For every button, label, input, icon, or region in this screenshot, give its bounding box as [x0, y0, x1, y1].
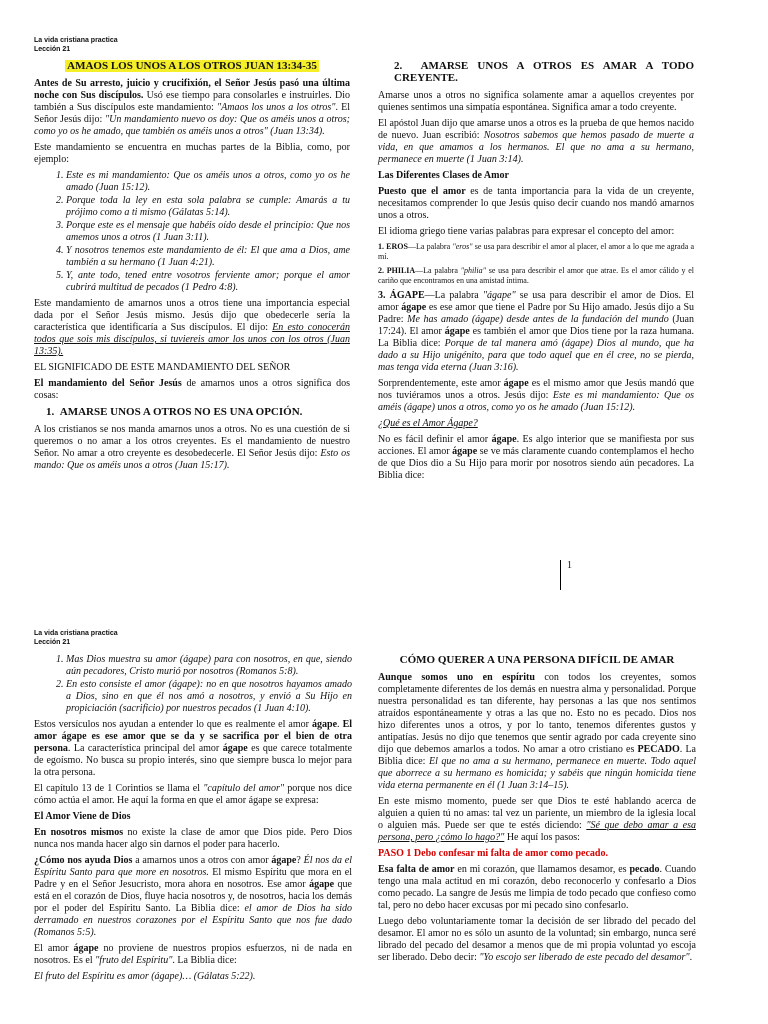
galatians-text: El fruto del Espíritu es amor (ágape)… (Gálatas 5:22).	[34, 971, 256, 982]
intro-quote2: "Un mandamiento nuevo os doy: Que os améis unos a otros; como yo os he amado, que también os améis unos a otros" (Juan 13:34).	[34, 114, 350, 137]
point-1-paragraph	[34, 424, 350, 472]
meaning-c: .	[337, 719, 343, 730]
significance-bold: El mandamiento del Señor Jesús	[34, 378, 182, 389]
lack-c: . Cuando tengo una mala actitud en mi corazón, debo reconocerlo y confesarlo a Dios como pecado. La sangre de Jesús me limpia de todo pecado que confieso como tal, pero no debo hacer excusas por mi pecado sino confesarlo.	[378, 864, 696, 911]
significance-title: EL SIGNIFICADO DE ESTE MANDAMIENTO DEL SEÑOR	[34, 362, 291, 373]
meaning-b: ágape	[312, 719, 338, 730]
decision-paragraph	[378, 916, 696, 964]
love-types-paragraph	[378, 186, 694, 222]
moment-c: He aquí los pasos:	[504, 832, 580, 843]
list-item: 2. En esto consiste el amor (ágape): no en que nosotros hayamos amado a Dios, sino en que él nos amó a nosotros, y envió a Su Hijo en propiciación (sacrificio) por nuestros pecados (1 Juan 4:10).	[66, 679, 352, 715]
lack-of-love-paragraph	[378, 864, 696, 912]
this-moment-paragraph	[378, 796, 696, 844]
help-bold: ¿Cómo nos ayuda Dios	[34, 855, 133, 866]
page-header-2	[34, 629, 118, 647]
help-italic1: Él nos da el Espíritu Santo para que more en nosotros.	[34, 855, 352, 878]
agape-rest2: es ese amor que tiene el Padre por Su Hijo amado. Jesús dijo a Su Padre:	[378, 302, 695, 325]
fruit-paragraph	[34, 943, 352, 967]
header-lesson-2: Lección 21	[34, 639, 71, 646]
lack-bold: Esa falta de amor	[378, 864, 455, 875]
page1-right-column	[378, 60, 694, 486]
agape-italic1: Me has amado (ágape) desde antes de la fundación del mundo	[407, 314, 669, 325]
list-item: 1. Mas Dios muestra su amor (ágape) para con nosotros, en que, siendo aún pecadores, Cristo murió por nosotros (Romanos 5:8).	[66, 654, 352, 678]
page1-left-column	[34, 60, 350, 476]
meaning-f: ágape	[222, 743, 248, 754]
john-quote: Nosotros sabemos que hemos pasado de muerte a vida, en que amamos a los hermanos. El que no ama a su hermano, permanece en muerte (1 Juan 3:14).	[378, 130, 694, 165]
importance-paragraph	[34, 298, 350, 358]
eros-definition	[378, 242, 694, 262]
meaning-d: El amor ágape es ese amor que se da y se sacrifica por el bien de otra persona	[34, 719, 353, 754]
header-course-2: La vida cristiana practica	[34, 630, 118, 637]
fruit-b: ágape	[73, 943, 99, 954]
point-1-quote: Esto os mando: Que os améis unos a otros (Juan 15:17).	[34, 448, 350, 471]
page-number-bar	[560, 560, 561, 590]
agape-definition	[378, 290, 694, 374]
intro-text: Usó ese tiempo para consolarles e instruirles. Dio también a Sus discípulos este mandamiento:	[34, 90, 351, 113]
page-header	[34, 36, 118, 54]
lack-b: pecado	[629, 864, 660, 875]
define-d: ágape	[452, 446, 478, 457]
verse-list	[34, 170, 350, 294]
list-item: 4. Y nosotros tenemos este mandamiento de él: El que ama a Dios, ame también a su hermano (1 Juan 4:21).	[66, 245, 350, 269]
corinthians-b: "capítulo del amor"	[203, 783, 285, 794]
main-title-text: AMAOS LOS UNOS A LOS OTROS JUAN 13:34-35	[67, 60, 317, 72]
agape-text: —La palabra	[424, 290, 483, 301]
surprising-c: es el mismo amor que Jesús mandó que nos tuviéramos unos a otros. Jesús dijo:	[378, 378, 695, 401]
one-spirit-quote: El que no ama a su hermano, permanece en muerte. Todo aquel que aborrece a su hermano es homicida; y sabéis que ningún homicida tiene vida eterna permanente en él (1 Juan 3:14–15).	[378, 756, 696, 791]
meaning-a: Estos versículos nos ayudan a entender lo que es realmente el amor	[34, 719, 313, 730]
what-is-agape-title	[378, 418, 694, 430]
philia-word: "philia"	[460, 266, 486, 275]
fruit-e: . La Biblia dice:	[172, 955, 237, 966]
define-a: No es fácil definir el amor	[378, 434, 492, 445]
agape-word: "ágape"	[482, 290, 516, 301]
john-paragraph	[378, 118, 694, 166]
significance-text: de amarnos unos a otros significa dos cosas:	[34, 378, 350, 401]
eros-label: 1. EROS	[378, 242, 408, 251]
define-b: ágape	[491, 434, 517, 445]
intro-paragraph	[34, 78, 350, 138]
header-lesson: Lección 21	[34, 46, 71, 53]
intro-bold: Antes de Su arresto, juicio y crucifixión, el Señor Jesús pasó una última noche con Sus discípulos.	[34, 78, 350, 101]
help-f: que está en el corazón de Dios, fluye hacia nosotros y, de nosotros, hacia los demás por el poder del Espíritu Santo. La Biblia dice:	[34, 879, 352, 914]
agape-rest4: es también el amor que Dios tiene por la raza humana. La Biblia dice:	[378, 326, 694, 349]
page2-left-column	[34, 654, 352, 987]
define-agape-paragraph	[378, 434, 694, 482]
list-item: 3. Porque este es el mensaje que habéis oído desde el principio: Que nos amemos unos a otros (1 Juan 3:11).	[66, 220, 350, 244]
define-e: se ve más claramente cuando contemplamos el hecho de que Dios dio a Su Hijo para morir por nosotros siendo aún pecadores. La Biblia dice:	[378, 446, 695, 481]
agape-bold2: ágape	[444, 326, 470, 337]
ourselves-bold: En nosotros mismos	[34, 827, 124, 838]
meaning-g: es que carece totalmente de egoísmo. No busca su propio interés, sino que siempre busca lo mejor para la otra persona.	[34, 743, 353, 778]
list-item: 1. Este es mi mandamiento: Que os améis unos a otros, como yo os he amado (Juan 15:12).	[66, 170, 350, 194]
surprising-quote: Este es mi mandamiento: Que os améis (ágape) unos a otros, como yo os he amado (Juan 15:12).	[378, 390, 694, 413]
examples-intro: Este mandamiento se encuentra en muchas partes de la Biblia, como, por ejemplo:	[34, 142, 350, 165]
john-text: El apóstol Juan dijo que amarse unos a otros es la prueba de que hemos nacido de nuevo. Juan escribió:	[378, 118, 694, 141]
agape-bold1: ágape	[401, 302, 427, 313]
page-number	[560, 560, 590, 588]
love-types-bold: Puesto que el amor	[378, 186, 466, 197]
main-title	[34, 60, 350, 72]
love-types-text: es de tanta importancia para la vida de un creyente, necesitamos comprender lo que Jesús quiso decir cuando nos mandó amarnos unos a otros.	[378, 186, 694, 221]
help-e: ágape	[309, 879, 335, 890]
surprising-a: Sorprendentemente, este amor	[378, 378, 504, 389]
page-number-text: 1	[567, 560, 572, 571]
love-types-title: Las Diferentes Clases de Amor	[378, 170, 509, 181]
one-spirit-a: con todos los creyentes, somos completamente diferentes de los demás en nuestra alma y personalidad. Porque nuestra personalidad es tan diferente, hay personas a las que nos sentimos atraídos espontáneamente y otras a las que no. Esto no es pecado. Dios nos hizo diferentes unos a otros, y por lo tanto, tenemos diferentes gustos y antipatías. Jesús no dijo que tenemos que sentir agrado por cada creyente sino dijo que debemos amarlos a todos. No amar a otro cristiano es	[378, 672, 697, 755]
help-a: a amarnos unos a otros con amor	[132, 855, 272, 866]
decision-quote: "Yo escojo ser liberado de este pecado del desamor"	[479, 952, 690, 963]
meaning-e: . La característica principal del amor	[67, 743, 223, 754]
lack-a: en mi corazón, que llamamos desamor, es	[454, 864, 630, 875]
agape-italic2: Porque de tal manera amó (ágape) Dios al mundo, que ha dado a su Hijo unigénito, para que todo aquel que en él cree, no se pierda, mas tenga vida eterna (Juan 3:16).	[378, 338, 694, 373]
corinthians-a: El capítulo 13 de 1 Corintios se llama el	[34, 783, 204, 794]
decision-c: .	[689, 952, 693, 963]
sin-word: PECADO	[637, 744, 680, 755]
moment-quote: "Sé que debo amar a esa persona, pero ¿cómo lo hago?"	[378, 820, 696, 843]
eros-text: —La palabra	[407, 242, 453, 251]
one-spirit-bold: Aunque somos uno en espíritu	[378, 672, 535, 683]
ourselves-text: no existe la clase de amor que Dios pide. Pero Dios nunca nos manda hacer algo sin darnos el poder para hacerlo.	[34, 827, 353, 850]
philia-label: 2. PHILIA	[378, 266, 416, 275]
eros-rest: se usa para describir el amor al placer, el amor a lo que me agrada a mí.	[378, 242, 694, 261]
philia-text: —La palabra	[415, 266, 461, 275]
surprising-b: ágape	[503, 378, 529, 389]
importance-quote: En esto conocerán todos que sois mis discípulos, si tuviereis amor los unos con los otros (Juan 13:35).	[34, 322, 350, 357]
how-god-helps-paragraph	[34, 855, 352, 939]
decision-a: Luego debo voluntariamente tomar la decisión de ser librado del pecado del desamor. El amor no es sólo un asunto de la voluntad; sin embargo, nunca seré librado del pecado del desamor a menos que de mi propia voluntad yo escoja ser liberado. Debo decir:	[378, 916, 696, 963]
point-1-text-body: A los cristianos se nos manda amarnos unos a otros. No es una cuestión de si queremos o no amar a los otros creyentes. Es el mandamiento de nuestro Señor. No amar a otro creyente es desobedecerle. El Señor Jesús dijo:	[34, 424, 350, 459]
intro-quote1: "Amaos los unos a los otros"	[216, 102, 336, 113]
ourselves-paragraph	[34, 827, 352, 851]
eros-word: "eros"	[452, 242, 473, 251]
philia-definition	[378, 266, 694, 286]
help-c: ?	[296, 855, 304, 866]
point-1-text: AMARSE UNOS A OTROS NO ES UNA OPCIÓN.	[59, 406, 303, 418]
agape-rest3: (Juan 17:24). El amor	[378, 314, 694, 337]
difficult-person-title: CÓMO QUERER A UNA PERSONA DIFÍCIL DE AMAR	[399, 654, 675, 666]
page2-right-column	[378, 654, 696, 968]
help-b: ágape	[271, 855, 297, 866]
help-d: El mismo Espíritu que mora en el Padre y en el Señor Jesucristo, mora ahora en nosotros. Ese amor	[34, 867, 352, 890]
philia-rest: se usa para describir el amor que atrae. Es el amor cálido y el cariño que encontramos en una amistad íntima.	[378, 266, 694, 285]
what-is-agape-text: ¿Qué es el Amor Ágape?	[378, 418, 478, 429]
fruit-d: "fruto del Espíritu"	[95, 955, 173, 966]
list-item: 5. Y, ante todo, tened entre vosotros ferviente amor; porque el amor cubrirá multitud de pecados (1 Pedro 4:8).	[66, 270, 350, 294]
one-spirit-paragraph	[378, 672, 696, 792]
significance-paragraph	[34, 378, 350, 402]
agape-label: 3. ÁGAPE	[378, 290, 425, 301]
point-2-paragraph: Amarse unos a otros no significa solamente amar a aquellos creyentes por quienes sentimos una simpatía espontánea. Significa amar a todo creyente.	[378, 90, 694, 113]
greek-intro: El idioma griego tiene varias palabras para expresar el concepto del amor:	[378, 226, 675, 237]
help-italic2: el amor de Dios ha sido derramado en nuestros corazones por el Espíritu Santo que nos fue dado (Romanos 5:5).	[34, 903, 352, 938]
galatians-verse	[34, 971, 352, 983]
header-course: La vida cristiana practica	[34, 37, 118, 44]
agape-meaning-paragraph	[34, 719, 352, 779]
importance-text: Este mandamiento de amarnos unos a otros tiene una importancia especial dada por el Señor Jesús mismo. Jesús dijo que obedecerle sería la característica que identificaría a Sus discípulos. El dijo:	[34, 298, 350, 333]
agape-rest1: se usa para describir el amor de Dios. El amor	[378, 290, 695, 313]
fruit-c: no proviene de nuestros propios esfuerzos, ni de nada en nosotros. Es el	[34, 943, 352, 966]
point-2-heading	[378, 60, 694, 84]
point-2-number: 2.	[394, 60, 403, 72]
corinthians-c: porque nos dice cómo actúa el amor. He aquí la forma en que el amor ágape se expresa:	[34, 783, 352, 806]
verse-list-2	[34, 654, 352, 715]
fruit-a: El amor	[34, 943, 74, 954]
point-1-heading	[46, 406, 350, 418]
step-1-heading: PASO 1 Debo confesar mi falta de amor como pecado.	[378, 848, 608, 859]
point-2-text: AMARSE UNOS A OTROS ES AMAR A TODO CREYENTE.	[394, 60, 695, 84]
corinthians-paragraph	[34, 783, 352, 807]
one-spirit-c: . La Biblia dice:	[378, 744, 696, 767]
point-1-number: 1.	[46, 406, 55, 418]
surprising-paragraph	[378, 378, 694, 414]
list-item: 2. Porque toda la ley en esta sola palabra se cumple: Amarás a tu prójimo como a ti mismo (Gálatas 5:14).	[66, 195, 350, 219]
define-c: . Es algo interior que se manifiesta por sus acciones. El amor	[378, 434, 695, 457]
moment-a: En este mismo momento, puede ser que Dios te esté hablando acerca de alguien a quien tú no amas: tal vez un pariente, un miembro de la iglesia local o alguien más. Puede ser que te estés diciendo:	[378, 796, 696, 831]
intro-mid: . El Señor Jesús dijo:	[34, 102, 350, 125]
love-from-god-title: El Amor Viene de Dios	[34, 811, 131, 822]
